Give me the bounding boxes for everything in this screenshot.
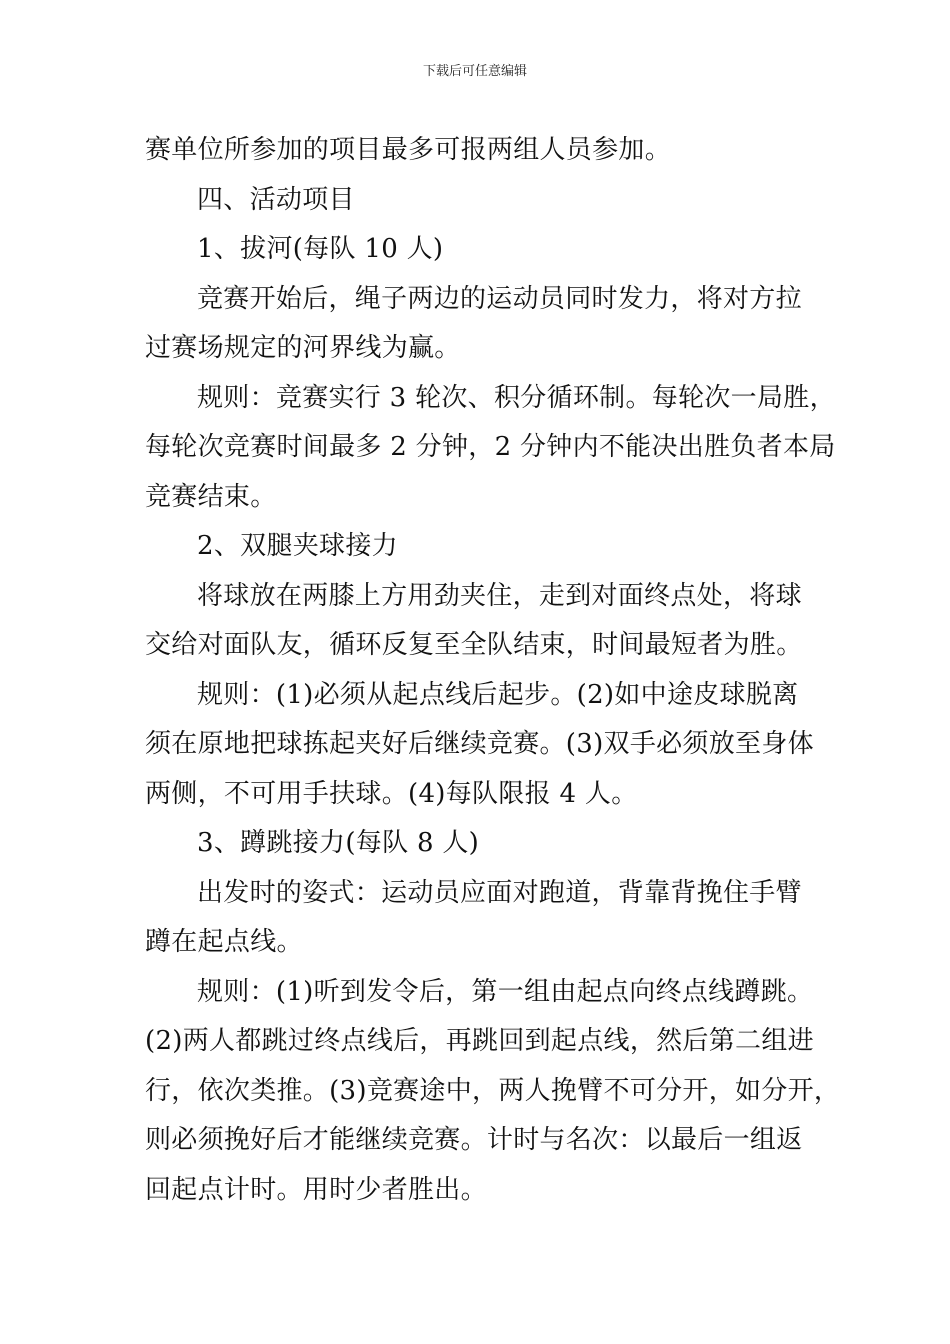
text-line: 则必须挽好后才能继续竞赛。计时与名次：以最后一组返 (145, 1125, 803, 1155)
text-line: 赛单位所参加的项目最多可报两组人员参加。 (145, 135, 672, 165)
text-line: 每轮次竞赛时间最多 2 分钟，2 分钟内不能决出胜负者本局 (145, 432, 836, 462)
page-header: 下载后可任意编辑 (422, 64, 527, 79)
text-line: 两侧，不可用手扶球。(4)每队限报 4 人。 (145, 778, 638, 809)
section-heading: 四、活动项目 (197, 184, 355, 215)
text-line: 回起点计时。用时少者胜出。 (145, 1174, 487, 1205)
rules-line: 规则：(1)听到发令后，第一组由起点向终点线蹲跳。 (197, 976, 814, 1007)
item-heading-ball-relay: 2、双腿夹球接力 (197, 531, 398, 561)
text-line: 出发时的姿式：运动员应面对跑道，背靠背挽住手臂 (197, 877, 802, 908)
text-line: (2)两人都跳过终点线后，再跳回到起点线，然后第二组进 (145, 1026, 814, 1056)
text-line: 将球放在两膝上方用劲夹住，走到对面终点处，将球 (197, 580, 802, 611)
text-line: 交给对面队友，循环反复至全队结束，时间最短者为胜。 (145, 630, 803, 660)
item-heading-squat-jump-relay: 3、蹲跳接力(每队 8 人) (197, 828, 480, 858)
item-heading-tug-of-war: 1、拔河(每队 10 人) (197, 234, 444, 264)
text-line: 须在原地把球拣起夹好后继续竞赛。(3)双手必须放至身体 (145, 729, 814, 759)
rules-line: 规则：(1)必须从起点线后起步。(2)如中途皮球脱离 (197, 679, 799, 710)
text-line: 行，依次类推。(3)竞赛途中，两人挽臂不可分开，如分开， (145, 1075, 841, 1106)
text-line: 竞赛结束。 (145, 481, 277, 512)
text-line: 竞赛开始后，绳子两边的运动员同时发力，将对方拉 (197, 283, 802, 314)
text-line: 过赛场规定的河界线为赢。 (145, 333, 461, 363)
text-line: 蹲在起点线。 (145, 927, 303, 957)
rules-line: 规则：竞赛实行 3 轮次、积分循环制。每轮次一局胜， (197, 382, 836, 413)
document-body (145, 126, 841, 1215)
